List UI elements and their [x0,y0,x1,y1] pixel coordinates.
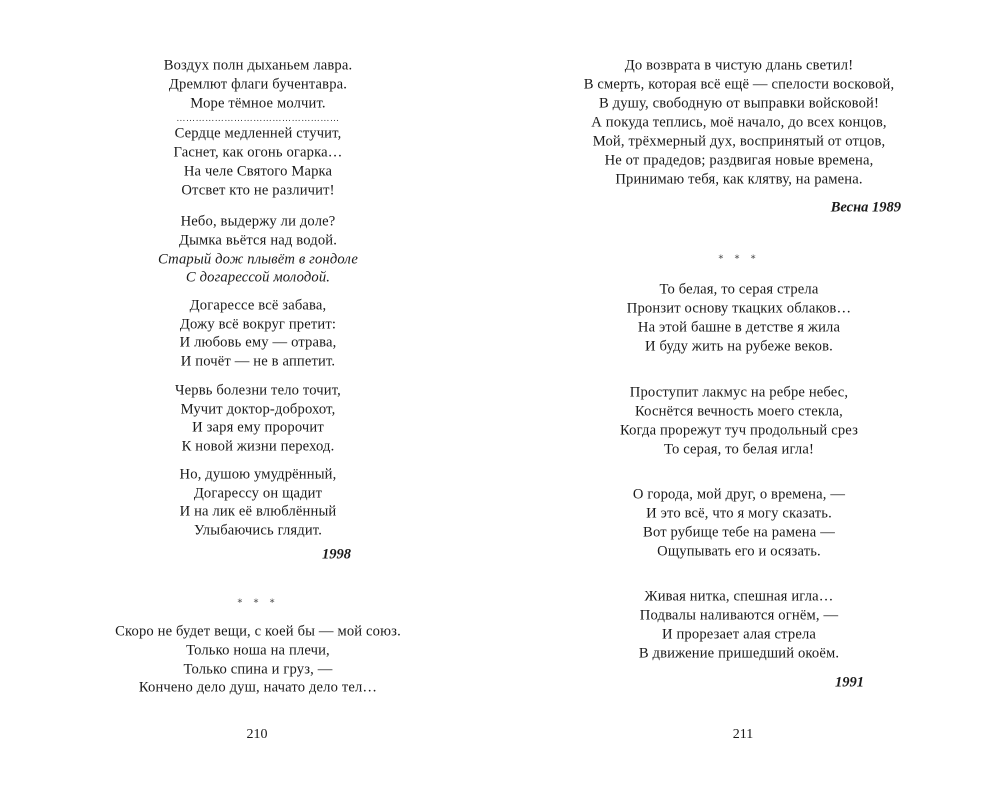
verse-line: Принимаю тебя, как клятву, на рамена. [615,171,863,188]
poem-date: Весна 1989 [830,199,901,216]
verse-line: И на лик её влюблённый [179,503,337,520]
verse-line-italic: С догарессой молодой. [185,269,331,286]
verse-line: И буду жить на рубеже веков. [645,338,833,355]
right-page [500,0,1000,800]
verse-line: В движение пришедший окоём. [638,645,840,662]
verse-line: Улыбаючись глядит. [193,522,323,539]
verse-line: Живая нитка, спешная игла… [644,588,834,605]
page-number: 211 [732,727,754,742]
verse-line: И любовь ему — отрава, [179,334,337,351]
verse-line: Море тёмное молчит. [190,95,326,112]
verse-line: До возврата в чистую длань светил! [624,57,854,74]
verse-line: А покуда теплись, моё начало, до всех концов, [591,114,887,131]
poem-date: 1998 [322,546,351,563]
verse-line: О города, мой друг, о времена, — [632,486,846,503]
verse-line: И почёт — не в аппетит. [180,353,336,370]
verse-line: Червь болезни тело точит, [175,382,341,399]
verse-line: То серая, то белая игла! [664,441,814,458]
verse-line: Вот рубище тебе на рамена — [643,524,835,541]
verse-line: К новой жизни переход. [181,438,335,455]
verse-line: На челе Святого Марка [183,163,333,180]
page-number: 210 [246,727,268,742]
verse-line: Воздух полн дыханьем лавра. [163,57,353,74]
section-separator: * * * [718,253,760,265]
verse-line: Когда прорежут туч продольный срез [620,422,858,439]
verse-line: Дымка вьётся над водой. [178,232,338,249]
verse-line: Мучит доктор-доброхот, [180,401,336,418]
verse-line: Небо, выдержу ли доле? [180,213,336,230]
verse-line: Отсвет кто не различит! [181,182,335,199]
verse-line: Только спина и груз, — [183,661,333,678]
verse-line: В смерть, которая всё ещё — спелости восковой, [583,76,895,93]
verse-line: Скоро не будет вещи, с коей бы — мой союз. [115,623,401,640]
verse-line: Только ноша на плечи, [186,642,330,659]
verse-line: Но, душою умудрённый, [179,466,337,483]
omission-dots: …………………………………………… [176,113,340,123]
verse-line: На этой башне в детстве я жила [637,319,841,336]
verse-line: То белая, то серая стрела [659,281,819,298]
verse-line: Сердце медленней стучит, [174,125,342,142]
section-separator: * * * [237,597,279,609]
verse-line: Проступит лакмус на ребре небес, [629,384,849,401]
verse-line: Подвалы наливаются огнём, — [639,607,839,624]
verse-line: Гаснет, как огонь огарка… [173,144,343,161]
verse-line: И прорезает алая стрела [661,626,817,643]
verse-line-italic: Старый дож плывёт в гондоле [158,251,358,268]
verse-line: Пронзит основу ткацких облаков… [626,300,852,317]
verse-line: Дожу всё вокруг претит: [179,316,337,333]
verse-line: Кончено дело душ, начато дело тел… [138,679,378,696]
verse-line: В душу, свободную от выправки войсковой! [598,95,880,112]
verse-line: Мой, трёхмерный дух, воспринятый от отцов, [592,133,886,150]
verse-line: Не от прадедов; раздвигая новые времена, [604,152,874,169]
verse-line: Ощупывать его и осязать. [657,543,821,560]
verse-line: Дремлют флаги бучентавра. [168,76,348,93]
verse-line: Догарессе всё забава, [189,297,327,314]
verse-line: Коснётся вечность моего стекла, [635,403,843,420]
verse-line: И это всё, что я могу сказать. [646,505,832,522]
poem-date: 1991 [835,674,864,691]
verse-line: Догарессу он щадит [193,485,323,502]
verse-line: И заря ему пророчит [192,419,324,436]
